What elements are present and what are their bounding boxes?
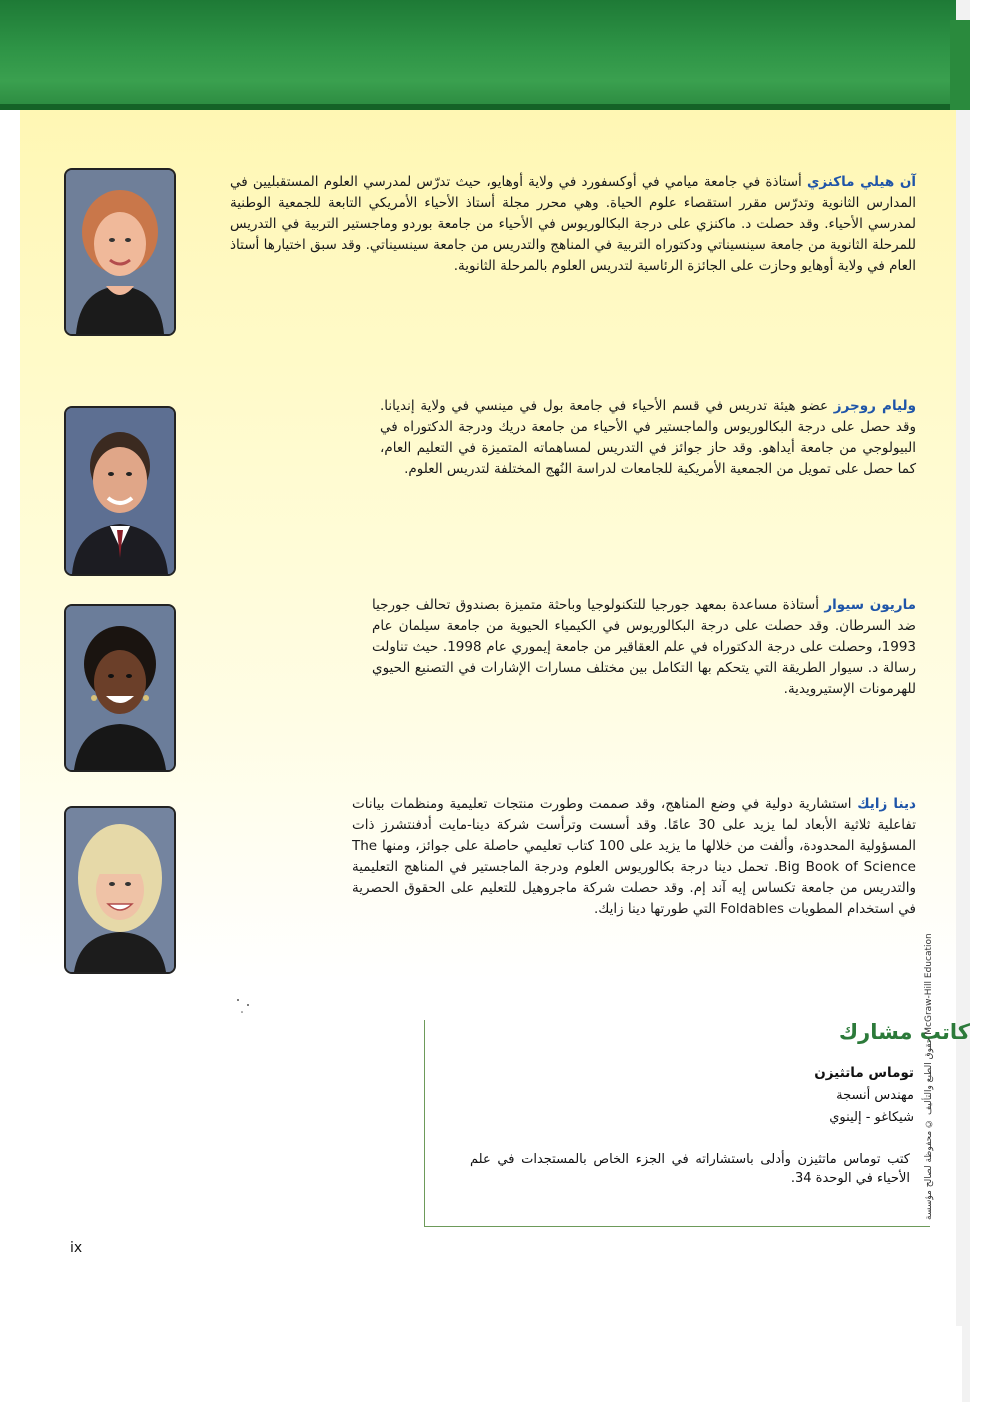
bio-sewer	[372, 595, 916, 700]
contributor-name: توماس ماتثيزن	[814, 1065, 914, 1081]
bio-name: ماريون سيوار	[824, 597, 917, 613]
bio-name: دينا زايك	[857, 796, 916, 812]
bio-text: استشارية دولية في وضع المناهج، وقد صممت وطورت منتجات تعليمية ومنظمات بيانات تفاعلية ثلاثية الأبعاد لما يزيد على 30 عامًا. وقد أسست وترأست شركة دينا-مايت أدفنتشرز ذات المسؤولية المحدودة، وألفت من خلالها ما يزيد على 100 كتاب تعليمي حاصلة على جوائز، ومنها The Big Book of Science. تحمل دينا درجة بكالوريوس العلوم ودرجة الماجستير في المناهج التعليمية والتدريس من جامعة تكساس إيه آند إم. وقد حصلت شركة ماجروهيل للتعليم على الحقوق الحصرية في استخدام المطويات Foldables التي طورتها دينا زايك.	[352, 796, 916, 917]
page-edge-stripe	[956, 0, 970, 1402]
contributor-role: مهندس أنسجة	[836, 1088, 914, 1103]
page-corner	[778, 1326, 962, 1402]
photo-sewer	[64, 604, 176, 772]
page-number: ix	[70, 1240, 83, 1256]
header-band-edge	[0, 104, 962, 110]
bio-rogers	[380, 396, 916, 480]
bio-text: أستاذة في جامعة ميامي في أوكسفورد في ولاية أوهايو، حيث تدرّس لمدرسي العلوم المستقبليين في المدارس الثانوية وتدرّس مقرر استقصاء علوم الحياة. وهي محرر مجلة أستاذ الأحياء الأمريكي التابعة للجمعية الوطنية لمدرسي الأحياء. وقد حصلت د. ماكنزي على درجة البكالوريوس في الأحياء من جامعة بوردو وماجستير التربية في التدريس للمرحلة الثانوية من جامعة سينسيناتي ودكتوراه التربية في المناهج والتدريس من جامعة سينسيناتي. وقد سبق اختيارها أستاذ العام في ولاية أوهايو وحازت على الجائزة الرئاسية لتدريس العلوم بالمرحلة الثانوية.	[230, 174, 916, 274]
photo-zike	[64, 806, 176, 974]
bio-text: عضو هيئة تدريس في قسم الأحياء في جامعة بول في مينسي في ولاية إنديانا. وقد حصل على درجة البكالوريوس والماجستير في الأحياء من جامعة دريك ودرجة الدكتوراه في البيولوجي من جامعة أيداهو. وقد حاز جوائز في التدريس لمساهماته المتميزة في التعليم العام، كما حصل على تمويل من الجمعية الأمريكية للجامعات لدراسة النُهج المختلفة لتدريس العلوم.	[380, 398, 916, 477]
photo-rogers	[64, 406, 176, 576]
bio-zike	[352, 794, 916, 920]
page-edge-green	[950, 20, 970, 110]
bio-name: وليام روجرز	[833, 398, 916, 414]
contributor-location: شيكاغو - إلينوي	[829, 1110, 914, 1125]
contributor-title: كاتب مشارك	[838, 1020, 970, 1044]
header-band	[0, 0, 962, 108]
bio-mackenzie	[230, 172, 916, 277]
bio-text: أستاذة مساعدة بمعهد جورجيا للتكنولوجيا وباحثة متميزة بصندوق تحالف جورجيا ضد السرطان. وقد حصلت على درجة البكالوريوس في الكيمياء الحيوية من جامعة سيلمان عام 1993، وحصلت على درجة الدكتوراه في علم العقاقير من جامعة إيموري عام 1998. حيث تناولت رسالة د. سيوار الطريقة التي يتحكم بها التكامل بين مختلف مسارات الإشارات في التصنيع الحيوي للهرمونات الإستيرويدية.	[372, 597, 916, 697]
scan-specks	[234, 996, 254, 1016]
photo-mackenzie	[64, 168, 176, 336]
contributor-note: كتب توماس ماتثيزن وأدلى باستشاراته في الجزء الخاص بالمستجدات في علم الأحياء في الوحدة 34.	[470, 1152, 910, 1186]
bio-name: آن هيلي ماكنزي	[806, 174, 916, 190]
copyright-text: حقوق الطبع والتأليف © محفوظة لصالح مؤسسة McGraw-Hill Education	[924, 933, 934, 1220]
